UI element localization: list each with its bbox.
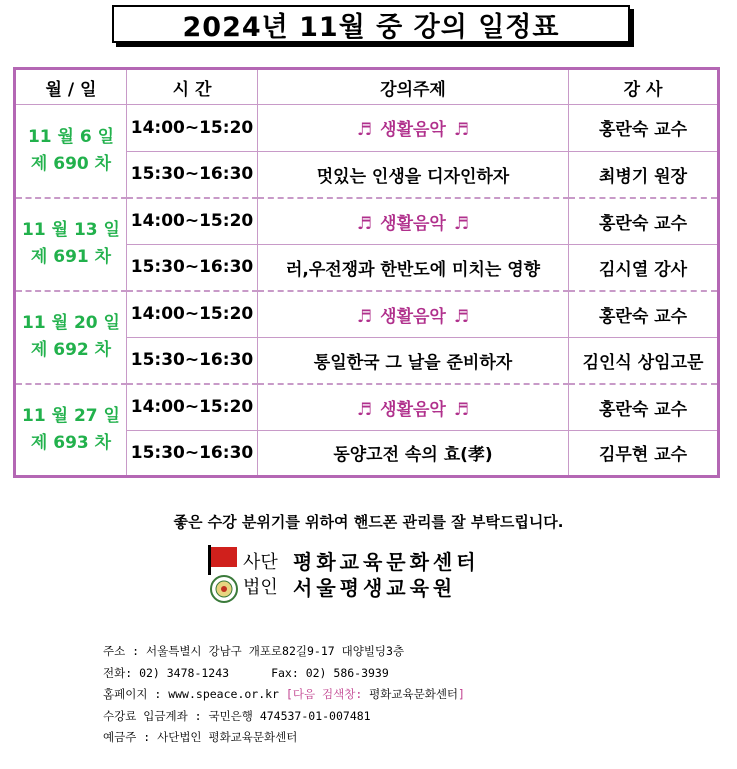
search-value: 평화교육문화센터	[362, 687, 459, 701]
logo-org-name-1: 평화교육문화센터	[293, 550, 480, 574]
time-cell: 15:30~16:30	[127, 151, 258, 198]
music-note-icon: ♬	[356, 213, 373, 234]
session-date: 11 월 27 일	[22, 405, 120, 426]
time-cell: 15:30~16:30	[127, 337, 258, 384]
time-cell: 14:00~15:20	[127, 105, 258, 152]
lecturer-cell: 김무현 교수	[569, 430, 719, 477]
session-date: 11 월 20 일	[22, 313, 120, 333]
time-cell: 15:30~16:30	[127, 430, 258, 477]
phone-text: 전화: 02) 3478-1243	[103, 665, 230, 680]
time-cell: 14:00~15:20	[127, 198, 258, 245]
music-note-icon: ♬	[356, 399, 373, 420]
table-row	[15, 291, 719, 338]
page-title: 2024년 11월 중 강의 일정표	[112, 5, 630, 43]
homepage-text: 홈페이지 : www.speace.or.kr	[103, 687, 286, 701]
time-cell: 14:00~15:20	[127, 384, 258, 431]
music-note-icon: ♬	[356, 120, 373, 141]
contact-info	[103, 641, 465, 749]
session-round: 제 692 차	[30, 340, 112, 360]
organization-logo	[207, 545, 507, 605]
music-note-icon: ♬	[453, 399, 470, 420]
topic-cell	[258, 105, 569, 152]
table-row	[15, 105, 719, 152]
search-bracket: ]	[458, 687, 465, 701]
session-date-cell	[15, 198, 127, 291]
session-round: 제 690 차	[30, 153, 112, 174]
holder-line: 예금주 : 사단법인 평화교육문화센터	[103, 730, 298, 744]
homepage-line	[103, 684, 465, 706]
lecturer-cell: 홍란숙 교수	[569, 291, 719, 338]
topic-text: 생활음악	[380, 213, 446, 234]
session-date-cell	[15, 291, 127, 384]
logo-org-name-2: 서울평생교육원	[293, 576, 457, 600]
lecturer-cell: 김인식 상임고문	[569, 337, 719, 384]
lecturer-cell: 홍란숙 교수	[569, 105, 719, 152]
fax-text: Fax: 02) 586-3939	[271, 665, 389, 680]
topic-text: 생활음악	[380, 399, 446, 420]
logo-emblem-icon	[207, 545, 241, 605]
music-note-icon: ♬	[453, 120, 470, 141]
table-row	[15, 198, 719, 245]
topic-cell	[258, 384, 569, 431]
session-date-cell	[15, 384, 127, 477]
lecturer-cell: 홍란숙 교수	[569, 384, 719, 431]
table-row	[15, 384, 719, 431]
search-label: [다음 검색창:	[285, 687, 363, 701]
topic-cell: 동양고전 속의 효(孝)	[258, 430, 569, 477]
session-date-cell	[15, 105, 127, 198]
topic-text: 생활음악	[380, 306, 446, 327]
phone-fax-line	[103, 663, 465, 685]
topic-text: 생활음악	[380, 120, 446, 141]
notice-text: 좋은 수강 분위기를 위하여 핸드폰 관리를 잘 부탁드립니다.	[173, 513, 564, 531]
lecturer-cell: 홍란숙 교수	[569, 198, 719, 245]
topic-cell	[258, 291, 569, 338]
music-note-icon: ♬	[356, 306, 373, 327]
account-line: 수강료 입금계좌 : 국민은행 474537-01-007481	[103, 708, 371, 723]
session-round: 제 691 차	[30, 247, 112, 267]
topic-cell: 통일한국 그 날을 준비하자	[258, 337, 569, 384]
header-topic: 강의주제	[258, 69, 569, 105]
session-date: 11 월 6 일	[27, 126, 115, 147]
header-time: 시 간	[127, 69, 258, 105]
logo-small-top: 사단	[243, 552, 278, 573]
header-date: 월 / 일	[15, 69, 127, 105]
music-note-icon: ♬	[453, 306, 470, 327]
lecturer-cell: 김시열 강사	[569, 244, 719, 291]
schedule-table	[13, 67, 720, 478]
address-line: 주소 : 서울특별시 강남구 개포로82길9-17 대양빌딩3층	[103, 644, 405, 658]
music-note-icon: ♬	[453, 213, 470, 234]
topic-cell: 멋있는 인생을 디자인하자	[258, 151, 569, 198]
topic-cell: 러,우전쟁과 한반도에 미치는 영향	[258, 244, 569, 291]
logo-small-bottom: 법인	[243, 577, 278, 598]
table-header-row	[15, 69, 719, 105]
session-round: 제 693 차	[30, 432, 112, 453]
time-cell: 15:30~16:30	[127, 244, 258, 291]
topic-cell	[258, 198, 569, 245]
time-cell: 14:00~15:20	[127, 291, 258, 338]
header-lecturer: 강 사	[569, 69, 719, 105]
session-date: 11 월 13 일	[22, 220, 120, 240]
lecturer-cell: 최병기 원장	[569, 151, 719, 198]
